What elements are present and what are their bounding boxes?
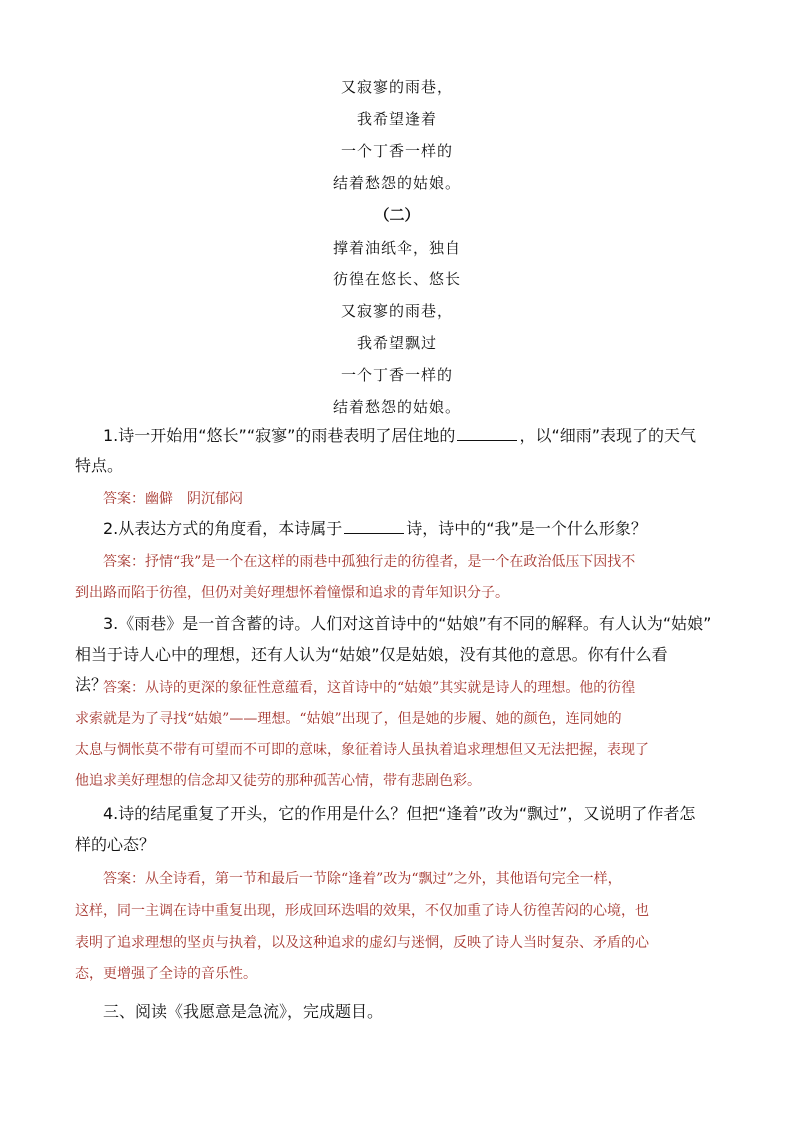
- poem-line: 我希望飘过: [356, 334, 437, 352]
- poem-line: 结着愁怨的姑娘。: [332, 398, 461, 416]
- question-4-line2: 样的心态？: [75, 835, 156, 854]
- question-3-line2: 相当于诗人心中的理想，还有人认为“姑娘”仅是姑娘，没有其他的意思。你有什么看法？: [75, 645, 668, 694]
- answer-blank: [344, 519, 404, 534]
- answer-3-line4: 他追求美好理想的信念却又徒劳的那种孤苦心情，带有悲剧色彩。: [75, 773, 481, 789]
- question-text: ，以“细雨”表现了的天气: [519, 426, 697, 445]
- answer-4-line1: 答案：从全诗看，第一节和最后一节除“逢着”改为“飘过”之外，其他语句完全一样，: [103, 871, 622, 887]
- question-3-line1: 3.《雨巷》是一首含蓄的诗。人们对这首诗中的“姑娘”有不同的解释。有人认为“姑娘”: [103, 614, 712, 633]
- poem-line: 我希望逢着: [356, 110, 437, 128]
- poem-line: 一个丁香一样的: [340, 366, 453, 384]
- poem-line: 撑着油纸伞，独自: [332, 239, 461, 257]
- poem-line: 又寂寥的雨巷，: [340, 78, 453, 96]
- question-2: [103, 514, 723, 544]
- answer-blank: [457, 426, 517, 441]
- answer-3-line3: 太息与惆怅莫不带有可望而不可即的意味，象征着诗人虽执着追求理想但又无法把握，表现了: [75, 742, 649, 758]
- answer-2-line1: 答案：抒情“我”是一个在这样的雨巷中孤独行走的彷徨者，是一个在政治低压下因找不: [103, 554, 636, 570]
- answer-1: 答案：幽僻 阴沉郁闷: [103, 491, 243, 507]
- question-text: 1.诗一开始用“悠长”“寂寥”的雨巷表明了居住地的: [103, 426, 456, 445]
- section-three-heading: 三、阅读《我愿意是急流》，完成题目。: [103, 1002, 384, 1021]
- poem-line: 又寂寥的雨巷，: [340, 302, 453, 320]
- question-text: 2.从表达方式的角度看，本诗属于: [103, 519, 343, 538]
- answer-4-line4: 态，更增强了全诗的音乐性。: [75, 966, 257, 982]
- question-text: 诗，诗中的“我”是一个什么形象？: [406, 519, 647, 538]
- section-title: （二）: [374, 206, 420, 224]
- poem-line: 一个丁香一样的: [340, 142, 453, 160]
- poem-line: 彷徨在悠长、悠长: [332, 270, 461, 288]
- answer-4-line3: 表明了追求理想的坚贞与执着，以及这种追求的虚幻与迷惘，反映了诗人当时复杂、矛盾的心: [75, 935, 649, 951]
- answer-2-line2: 到出路而陷于彷徨，但仍对美好理想怀着憧憬和追求的青年知识分子。: [75, 585, 509, 601]
- question-1-line2: 特点。: [75, 456, 124, 475]
- answer-4-line2: 这样，同一主调在诗中重复出现，形成回环迭唱的效果，不仅加重了诗人彷徨苦闷的心境，也: [75, 903, 649, 919]
- question-1: [103, 421, 723, 451]
- answer-3-line2: 求索就是为了寻找“姑娘”——理想。“姑娘”出现了，但是她的步履、她的颜色，连同她的: [75, 711, 622, 727]
- poem-line: 结着愁怨的姑娘。: [332, 174, 461, 192]
- answer-3-line1: 答案：从诗的更深的象征性意蕴看，这首诗中的“姑娘”其实就是诗人的理想。他的彷徨: [103, 680, 636, 696]
- question-4-line1: 4.诗的结尾重复了开头，它的作用是什么？但把“逢着”改为“飘过”，又说明了作者怎: [103, 804, 696, 823]
